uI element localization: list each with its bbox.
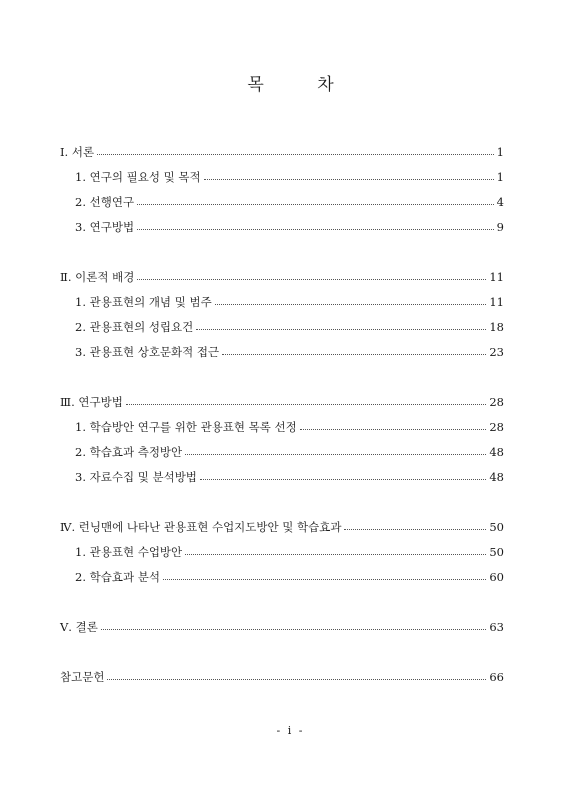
toc-entry[interactable] — [60, 140, 504, 165]
table-of-contents — [60, 140, 504, 715]
dot-leader — [97, 154, 494, 155]
toc-entry-label: 2. 관용표현의 성립요건 — [75, 320, 194, 334]
toc-entry-label: 3. 연구방법 — [75, 220, 135, 234]
dot-leader — [344, 529, 486, 530]
toc-page-number: 1 — [496, 145, 504, 159]
toc-section — [60, 665, 504, 690]
toc-entry-label: 1. 연구의 필요성 및 목적 — [75, 170, 201, 184]
dot-leader — [300, 429, 487, 430]
dot-leader — [215, 304, 487, 305]
toc-page-number: 50 — [489, 545, 504, 559]
toc-subentry[interactable] — [60, 440, 504, 465]
page-title: 목 차 — [247, 75, 358, 95]
dot-leader — [101, 629, 487, 630]
toc-subentry[interactable] — [60, 340, 504, 365]
toc-entry-label: Ⅱ. 이론적 배경 — [60, 270, 135, 284]
toc-subentry[interactable] — [60, 465, 504, 490]
page-number-footer: - i - — [276, 724, 305, 737]
toc-page-number: 48 — [489, 470, 504, 484]
toc-page-number: 23 — [489, 345, 504, 359]
toc-section — [60, 265, 504, 365]
dot-leader — [200, 479, 486, 480]
dot-leader — [204, 179, 494, 180]
toc-entry[interactable] — [60, 390, 504, 415]
dot-leader — [185, 454, 486, 455]
toc-entry[interactable] — [60, 615, 504, 640]
toc-subentry[interactable] — [60, 190, 504, 215]
toc-entry-label: 1. 학습방안 연구를 위한 관용표현 목록 선정 — [75, 420, 297, 434]
toc-page-number: 50 — [489, 520, 504, 534]
toc-subentry[interactable] — [60, 215, 504, 240]
toc-entry-label: 1. 관용표현의 개념 및 범주 — [75, 295, 212, 309]
toc-subentry[interactable] — [60, 565, 504, 590]
toc-page-number: 11 — [489, 295, 504, 309]
toc-page-number: 66 — [489, 670, 504, 684]
toc-entry-label: 1. 관용표현 수업방안 — [75, 545, 183, 559]
toc-entry-label: 2. 학습효과 분석 — [75, 570, 160, 584]
toc-subentry[interactable] — [60, 540, 504, 565]
toc-entry[interactable] — [60, 665, 504, 690]
toc-page-number: 11 — [489, 270, 504, 284]
toc-entry[interactable] — [60, 515, 504, 540]
toc-section — [60, 140, 504, 240]
toc-page-number: 63 — [489, 620, 504, 634]
dot-leader — [137, 204, 494, 205]
toc-entry-label: Ⅰ. 서론 — [60, 145, 95, 159]
toc-entry-label: 2. 학습효과 측정방안 — [75, 445, 183, 459]
toc-page-number: 28 — [489, 420, 504, 434]
dot-leader — [137, 279, 486, 280]
toc-page-number: 28 — [489, 395, 504, 409]
toc-page-number: 9 — [496, 220, 504, 234]
toc-section — [60, 515, 504, 590]
dot-leader — [222, 354, 486, 355]
toc-page-number: 1 — [496, 170, 504, 184]
toc-page-number: 4 — [496, 195, 504, 209]
toc-entry-label: 2. 선행연구 — [75, 195, 135, 209]
toc-subentry[interactable] — [60, 290, 504, 315]
toc-subentry[interactable] — [60, 165, 504, 190]
toc-entry-label: 참고문헌 — [60, 670, 105, 684]
toc-entry-label: Ⅳ. 런닝맨에 나타난 관용표현 수업지도방안 및 학습효과 — [60, 520, 342, 534]
toc-entry-label: Ⅴ. 결론 — [60, 620, 98, 634]
toc-entry-label: 3. 관용표현 상호문화적 접근 — [75, 345, 220, 359]
dot-leader — [126, 404, 487, 405]
dot-leader — [196, 329, 486, 330]
toc-page-number: 60 — [489, 570, 504, 584]
toc-entry[interactable] — [60, 265, 504, 290]
toc-subentry[interactable] — [60, 415, 504, 440]
toc-section — [60, 390, 504, 490]
toc-entry-label: Ⅲ. 연구방법 — [60, 395, 123, 409]
toc-subentry[interactable] — [60, 315, 504, 340]
toc-page-number: 48 — [489, 445, 504, 459]
toc-entry-label: 3. 자료수집 및 분석방법 — [75, 470, 197, 484]
dot-leader — [163, 579, 486, 580]
dot-leader — [137, 229, 494, 230]
dot-leader — [107, 679, 486, 680]
dot-leader — [185, 554, 486, 555]
toc-section — [60, 615, 504, 640]
toc-page-number: 18 — [489, 320, 504, 334]
